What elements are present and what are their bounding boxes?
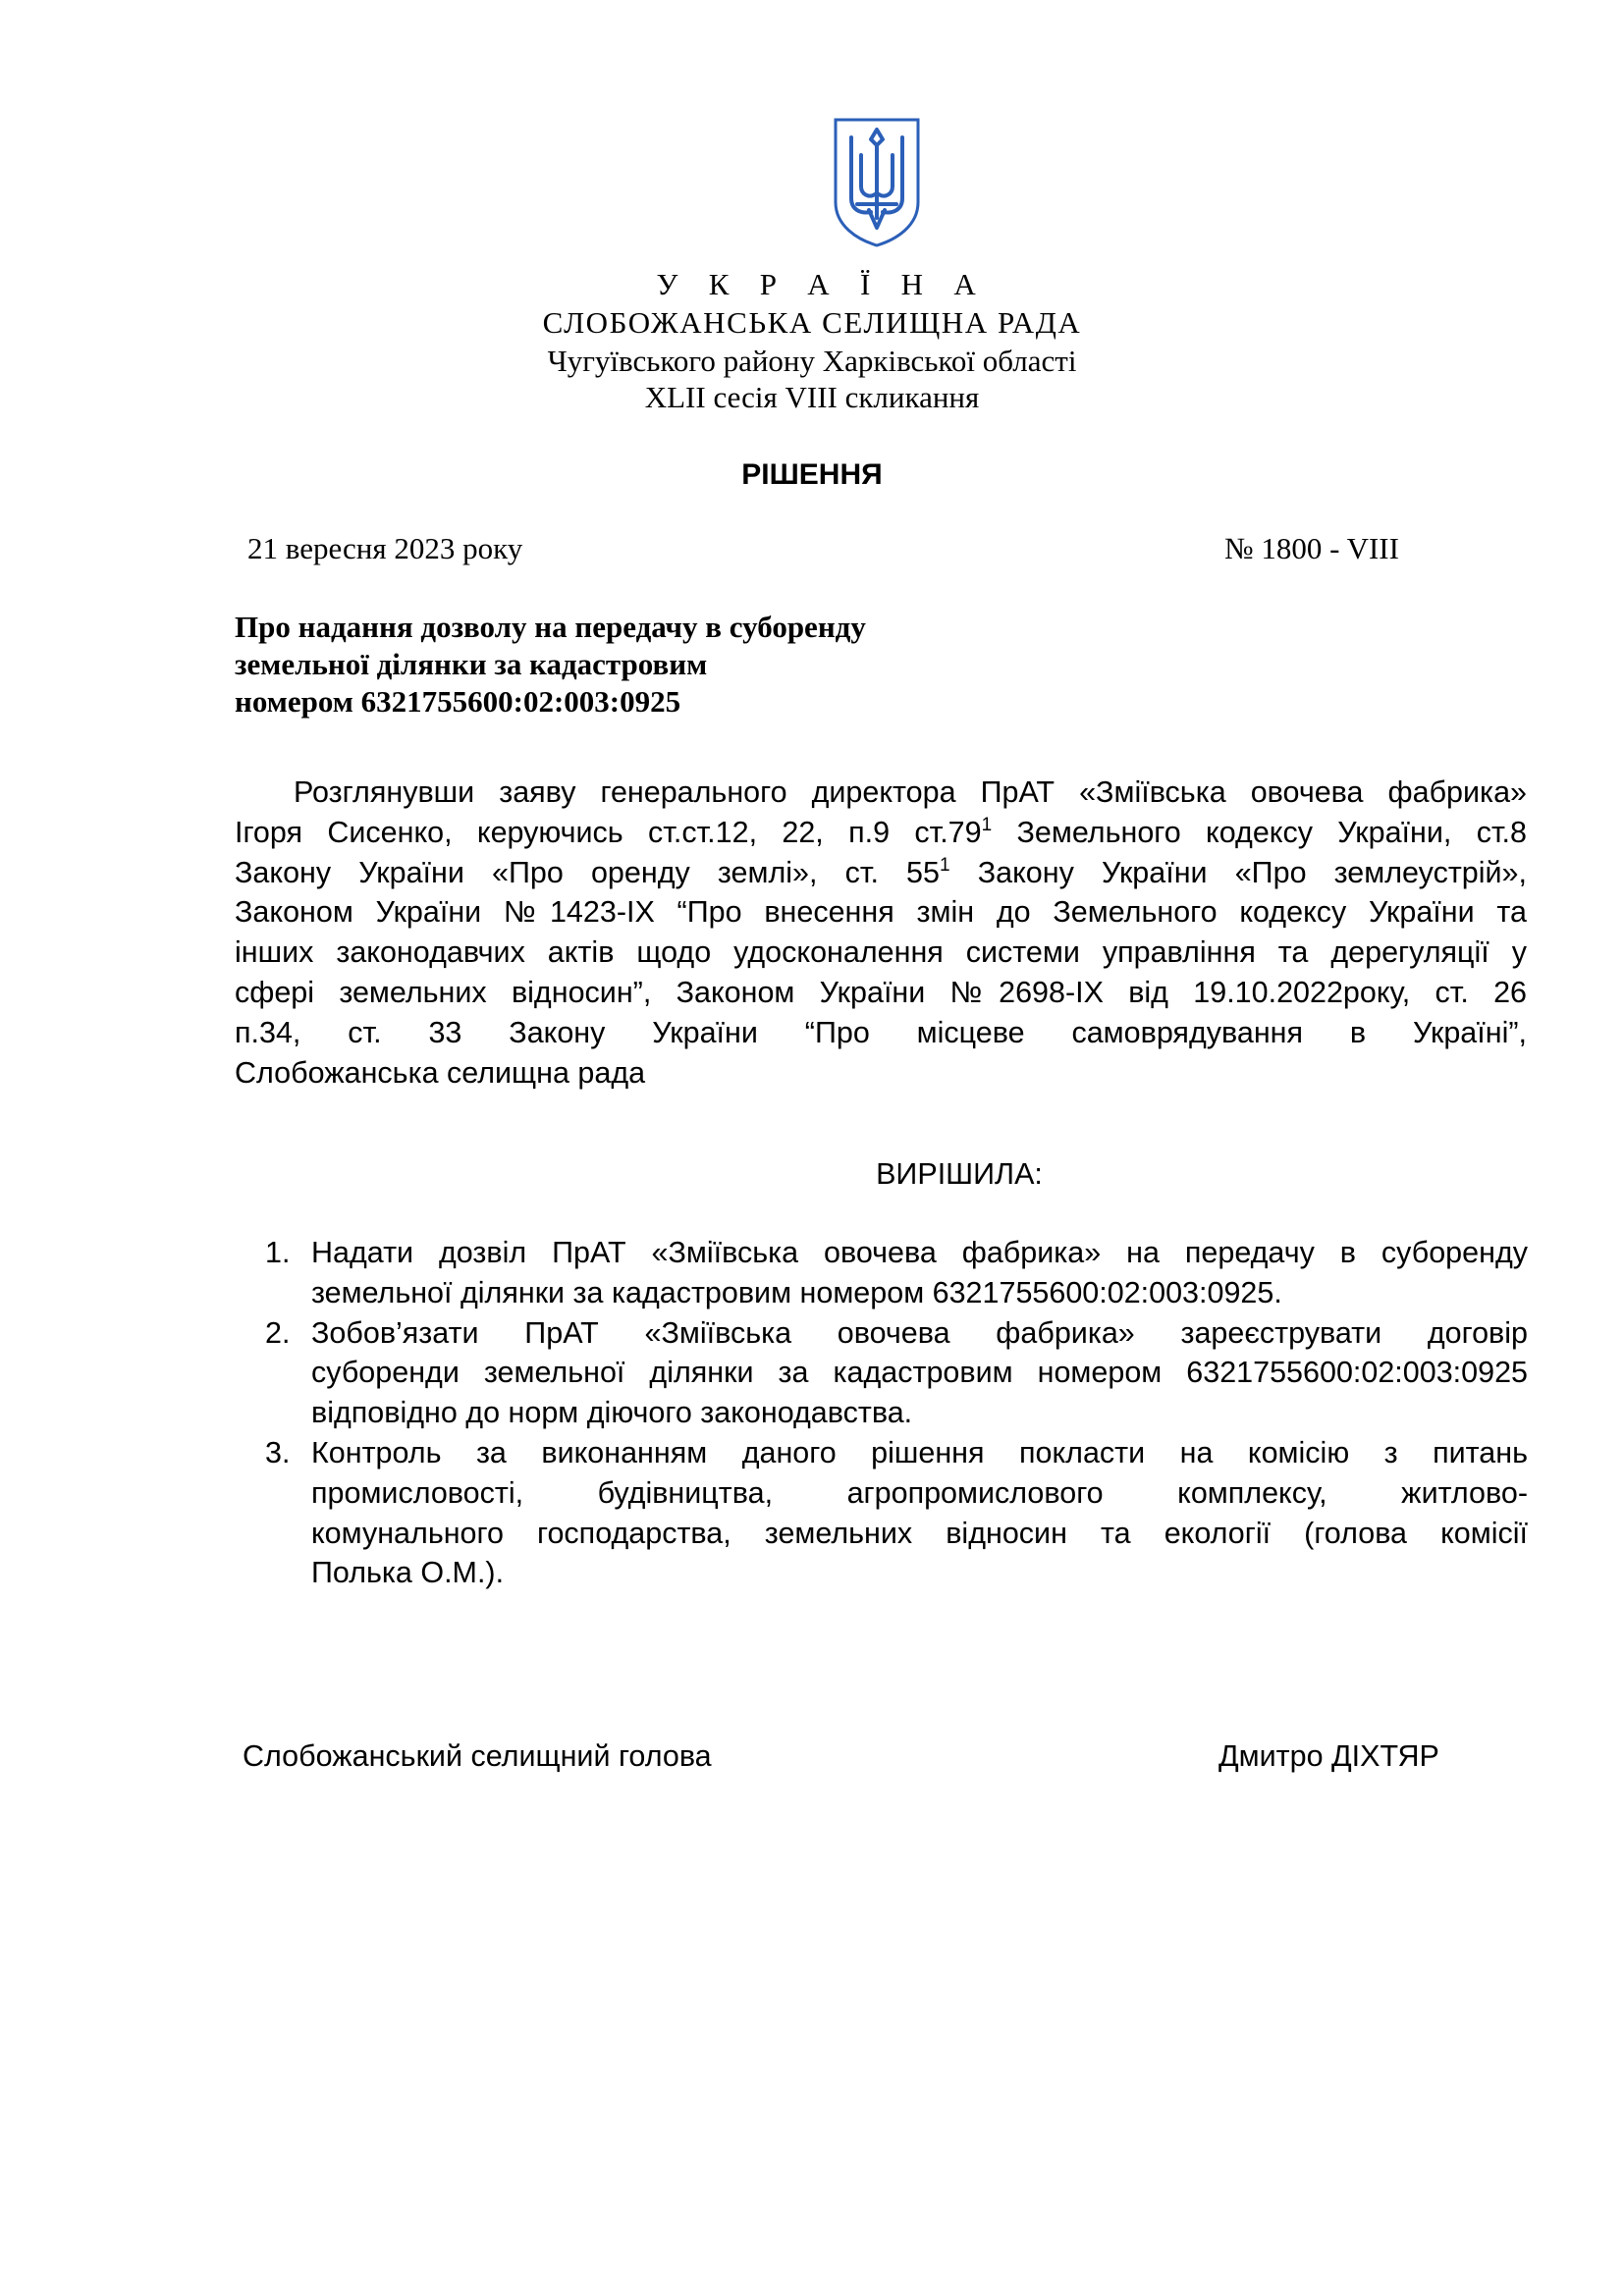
preamble-text: Закону України «Про оренду землі», ст. 55 [235,855,940,889]
item-line: Контроль за виконанням даного рішення покласти на комісію з питань [311,1435,1528,1469]
item-number: 1. [265,1236,291,1269]
item-line: земельної ділянки за кадастровим номером 6321755600:02:003:0925. [311,1275,1282,1309]
item-line: суборенди земельної ділянки за кадастровим номером 6321755600:02:003:0925 [311,1356,1528,1390]
district-name: Чугуївського району Харківської області [547,344,1077,378]
item-line: промисловості, будівництва, агропромислового комплексу, житлово- [311,1475,1528,1510]
subject-line: земельної ділянки за кадастровим [235,647,708,681]
signatory-title: Слобожанський селищний голова [243,1739,712,1773]
preamble-line: п.34, ст. 33 Закону України “Про місцеве самоврядування в Україні”, [235,1015,1527,1049]
preamble-line: інших законодавчих актів щодо удосконалення системи управління та дерегуляції у [235,935,1527,970]
decision-item [265,1313,1528,1433]
subject-line: номером 6321755600:02:003:0925 [235,684,681,719]
item-number: 2. [265,1315,291,1350]
country-name: У К Р А Ї Н А [656,267,988,301]
item-line: Надати дозвіл ПрАТ «Зміївська овочева фабрика» на передачу в суборенду [311,1236,1528,1269]
preamble-text: Земельного кодексу України, ст.8 [992,815,1527,849]
preamble-line: Розглянувши заяву генерального директора ПрАТ «Зміївська овочева фабрика» [294,775,1527,809]
signatory-name: Дмитро ДІХТЯР [1218,1739,1439,1773]
subject-line: Про надання дозволу на передачу в суборенду [235,610,866,644]
decision-item [265,1433,1528,1593]
superscript: 1 [981,814,993,835]
preamble-line [235,853,1527,893]
document-type: РІШЕННЯ [741,458,883,491]
item-number: 3. [265,1435,291,1469]
decision-subject [235,609,1118,721]
preamble-line [235,813,1527,853]
decision-date: 21 вересня 2023 року [247,531,523,565]
item-line: відповідно до норм діючого законодавства. [311,1396,913,1430]
preamble-text: Ігоря Сисенко, керуючись ст.ст.12, 22, п.9 ст.79 [235,815,982,849]
resolved-heading: ВИРІШИЛА: [876,1157,1043,1191]
item-line: Полька О.М.). [311,1556,505,1590]
superscript: 1 [939,854,950,876]
item-line: комунального господарства, земельних відносин та екології (голова комісії [311,1516,1528,1550]
session-name: XLII сесія VIII скликання [644,380,980,414]
decision-item [265,1233,1528,1313]
decision-list [265,1233,1528,1593]
council-name: СЛОБОЖАНСЬКА СЕЛИЩНА РАДА [542,305,1082,340]
decision-number: № 1800 - VIII [1224,531,1399,565]
preamble-paragraph [235,773,1527,1093]
item-line: Зобов’язати ПрАТ «Зміївська овочева фабрика» зареєструвати договір [311,1315,1528,1350]
preamble-line: сфері земельних відносин”, Законом України №2698-ІХ від 19.10.2022року, ст. 26 [235,975,1527,1009]
coat-of-arms-icon [832,116,922,249]
preamble-line: Законом України №1423-ІХ “Про внесення змін до Земельного кодексу України та [235,895,1527,930]
preamble-text: Закону України «Про землеустрій», [949,855,1527,889]
preamble-line: Слобожанська селищна рада [235,1055,646,1090]
